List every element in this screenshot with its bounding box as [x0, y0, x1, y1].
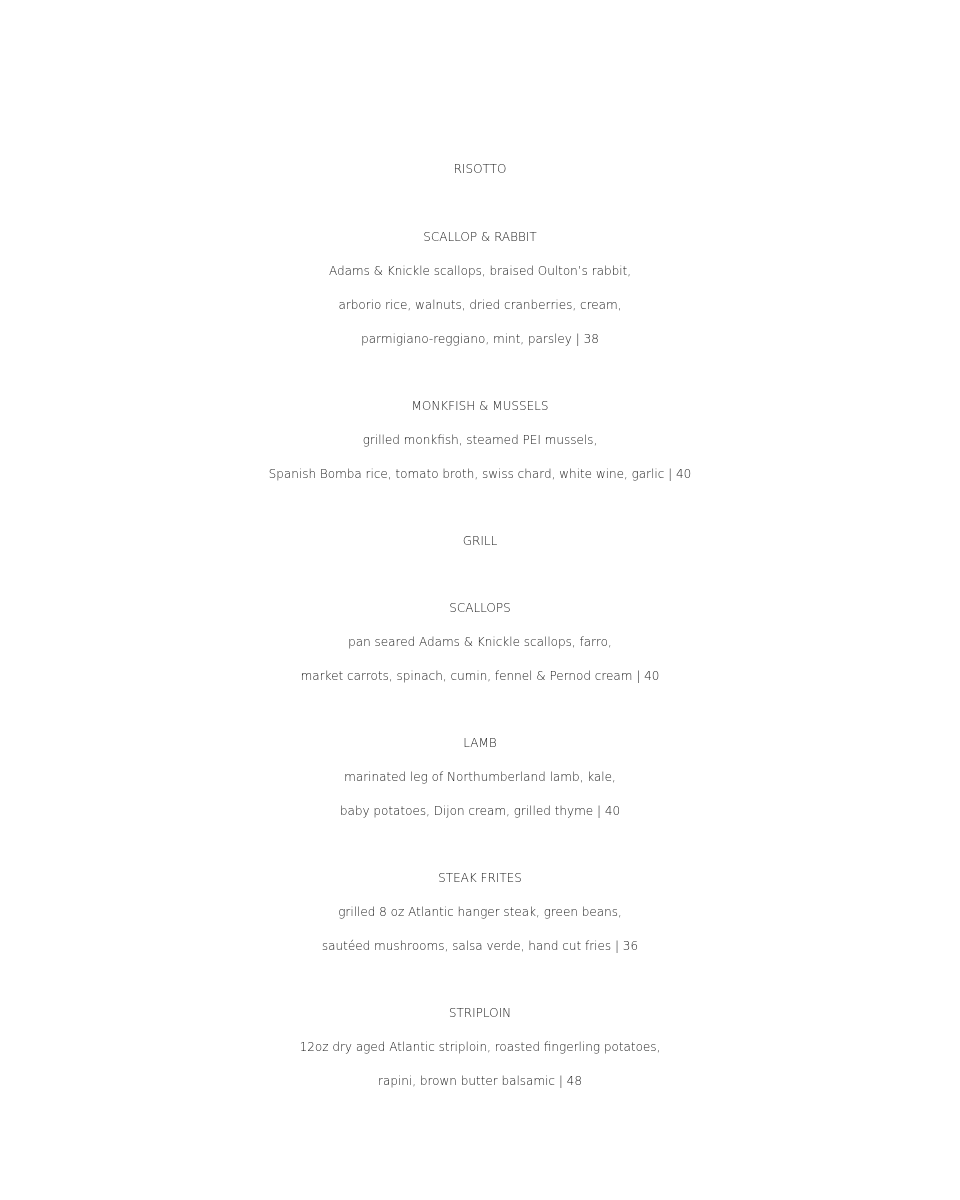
dish-description-line: market carrots, spinach, cumin, fennel & Pernod cream | 40	[300, 669, 660, 683]
dish-description-line: 12oz dry aged Atlantic striploin, roasted fingerling potatoes,	[299, 1040, 661, 1054]
dish-description-line: grilled 8 oz Atlantic hanger steak, green beans,	[338, 905, 622, 919]
dish-description-line: arborio rice, walnuts, dried cranberries, cream,	[338, 298, 622, 312]
dish-name-scallop-rabbit: SCALLOP & RABBIT	[423, 230, 537, 244]
dish-description-line: marinated leg of Northumberland lamb, kale,	[344, 770, 616, 784]
dish-name-monkfish-mussels: MONKFISH & MUSSELS	[411, 399, 549, 413]
dish-description-line: Adams & Knickle scallops, braised Oulton’s rabbit,	[328, 264, 632, 278]
dish-description-line: Spanish Bomba rice, tomato broth, swiss chard, white wine, garlic | 40	[268, 467, 692, 481]
dish-description-line: pan seared Adams & Knickle scallops, farro,	[348, 635, 612, 649]
dish-name-scallops: SCALLOPS	[449, 601, 511, 615]
dish-description-line: sautéed mushrooms, salsa verde, hand cut fries | 36	[321, 939, 639, 953]
dish-name-steak-frites: STEAK FRITES	[438, 871, 522, 885]
section-title-grill: GRILL	[462, 534, 498, 548]
dish-description-line: grilled monkfish, steamed PEI mussels,	[362, 433, 598, 447]
dish-description-line: parmigiano-reggiano, mint, parsley | 38	[361, 332, 599, 346]
dish-description-line: rapini, brown butter balsamic | 48	[378, 1074, 582, 1088]
section-title-risotto: RISOTTO	[453, 162, 507, 176]
dish-name-striploin: STRIPLOIN	[448, 1006, 512, 1020]
dish-name-lamb: LAMB	[463, 736, 497, 750]
dish-description-line: baby potatoes, Dijon cream, grilled thyme | 40	[339, 804, 621, 818]
